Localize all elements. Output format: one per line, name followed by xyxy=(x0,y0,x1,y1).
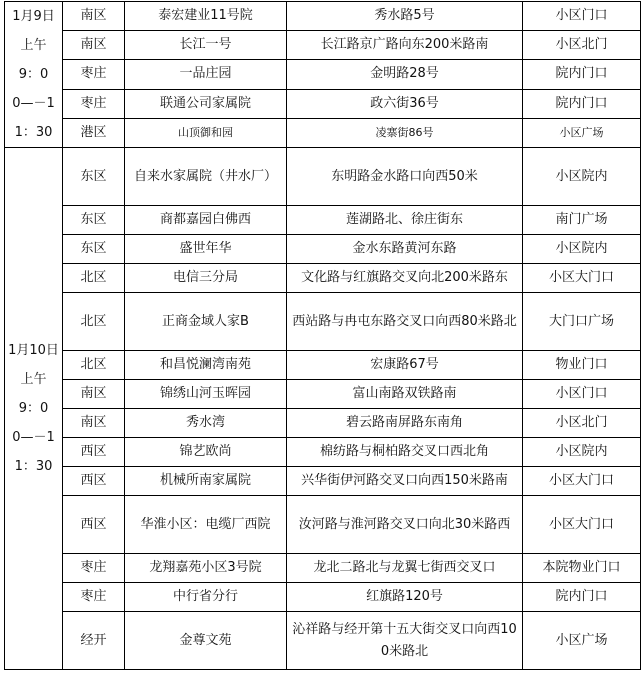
district-cell: 西区 xyxy=(63,438,125,467)
location-spot-cell: 小区门口 xyxy=(523,2,641,31)
address-cell: 政六街36号 xyxy=(287,89,523,118)
address-cell: 汝河路与淮河路交叉口向北30米路西 xyxy=(287,496,523,554)
table-row xyxy=(5,264,641,293)
district-cell: 北区 xyxy=(63,351,125,380)
table-row xyxy=(5,496,641,554)
site-name-cell: 电信三分局 xyxy=(125,264,287,293)
address-cell: 长江路京广路向东200米路南 xyxy=(287,31,523,60)
district-cell: 东区 xyxy=(63,148,125,206)
table-row xyxy=(5,2,641,31)
location-spot-cell: 物业门口 xyxy=(523,351,641,380)
location-spot-cell: 小区广场 xyxy=(523,612,641,670)
time-slot-cell xyxy=(5,148,63,670)
time-slot-line: 1：30 xyxy=(14,459,53,474)
schedule-table xyxy=(4,1,641,670)
table-row xyxy=(5,583,641,612)
district-cell: 南区 xyxy=(63,2,125,31)
district-cell: 东区 xyxy=(63,206,125,235)
address-cell: 金水东路黄河东路 xyxy=(287,235,523,264)
site-name-cell: 山顶御和园 xyxy=(125,118,287,147)
time-slot-cell xyxy=(5,2,63,148)
location-spot-cell: 南门广场 xyxy=(523,206,641,235)
district-cell: 枣庄 xyxy=(63,583,125,612)
district-cell: 枣庄 xyxy=(63,554,125,583)
address-cell: 棉纺路与桐柏路交叉口西北角 xyxy=(287,438,523,467)
site-name-cell: 盛世年华 xyxy=(125,235,287,264)
location-spot-cell: 小区院内 xyxy=(523,438,641,467)
site-name-cell: 金尊文苑 xyxy=(125,612,287,670)
district-cell: 西区 xyxy=(63,467,125,496)
district-cell: 枣庄 xyxy=(63,89,125,118)
site-name-cell: 一品庄园 xyxy=(125,60,287,89)
site-name-cell: 机械所南家属院 xyxy=(125,467,287,496)
site-name-cell: 和昌悦澜湾南苑 xyxy=(125,351,287,380)
address-cell: 兴华街伊河路交叉口向西150米路南 xyxy=(287,467,523,496)
address-cell: 秀水路5号 xyxy=(287,2,523,31)
address-cell: 东明路金水路口向西50米 xyxy=(287,148,523,206)
schedule-table-body xyxy=(5,2,641,670)
table-row xyxy=(5,409,641,438)
table-row xyxy=(5,235,641,264)
location-spot-cell: 小区院内 xyxy=(523,148,641,206)
district-cell: 西区 xyxy=(63,496,125,554)
location-spot-cell: 小区北门 xyxy=(523,409,641,438)
table-row xyxy=(5,293,641,351)
table-row xyxy=(5,118,641,147)
district-cell: 南区 xyxy=(63,380,125,409)
address-cell: 沁祥路与经开第十五大街交叉口向西100米路北 xyxy=(287,612,523,670)
site-name-cell: 联通公司家属院 xyxy=(125,89,287,118)
table-row xyxy=(5,60,641,89)
location-spot-cell: 小区大门口 xyxy=(523,496,641,554)
site-name-cell: 龙翔嘉苑小区3号院 xyxy=(125,554,287,583)
table-row xyxy=(5,351,641,380)
time-slot-line: 0—－1 xyxy=(12,430,55,445)
location-spot-cell: 小区门口 xyxy=(523,380,641,409)
address-cell: 文化路与红旗路交叉向北200米路东 xyxy=(287,264,523,293)
table-row xyxy=(5,467,641,496)
district-cell: 东区 xyxy=(63,235,125,264)
location-spot-cell: 本院物业门口 xyxy=(523,554,641,583)
time-slot-line: 9：0 xyxy=(18,401,49,416)
district-cell: 南区 xyxy=(63,409,125,438)
address-cell: 龙北二路北与龙翼七街西交叉口 xyxy=(287,554,523,583)
district-cell: 北区 xyxy=(63,293,125,351)
location-spot-cell: 小区大门口 xyxy=(523,264,641,293)
time-slot-line: 1月10日 xyxy=(8,343,59,358)
location-spot-cell: 院内门口 xyxy=(523,60,641,89)
district-cell: 枣庄 xyxy=(63,60,125,89)
time-slot-line: 0—－1 xyxy=(12,96,55,111)
address-cell: 凌寨街86号 xyxy=(287,118,523,147)
table-row xyxy=(5,31,641,60)
site-name-cell: 正商金域人家B xyxy=(125,293,287,351)
site-name-cell: 长江一号 xyxy=(125,31,287,60)
table-row xyxy=(5,89,641,118)
site-name-cell: 自来水家属院（井水厂） xyxy=(125,148,287,206)
table-row xyxy=(5,148,641,206)
time-slot-line: 上午 xyxy=(20,38,47,53)
district-cell: 北区 xyxy=(63,264,125,293)
site-name-cell: 华淮小区：电缆厂西院 xyxy=(125,496,287,554)
address-cell: 宏康路67号 xyxy=(287,351,523,380)
location-spot-cell: 小区北门 xyxy=(523,31,641,60)
district-cell: 经开 xyxy=(63,612,125,670)
location-spot-cell: 大门口广场 xyxy=(523,293,641,351)
location-spot-cell: 小区广场 xyxy=(523,118,641,147)
site-name-cell: 中行省分行 xyxy=(125,583,287,612)
table-row xyxy=(5,554,641,583)
site-name-cell: 锦绣山河玉晖园 xyxy=(125,380,287,409)
address-cell: 莲湖路北、徐庄街东 xyxy=(287,206,523,235)
table-row xyxy=(5,380,641,409)
site-name-cell: 商都嘉园白佛西 xyxy=(125,206,287,235)
location-spot-cell: 院内门口 xyxy=(523,583,641,612)
address-cell: 红旗路120号 xyxy=(287,583,523,612)
address-cell: 西站路与冉屯东路交叉口向西80米路北 xyxy=(287,293,523,351)
site-name-cell: 泰宏建业11号院 xyxy=(125,2,287,31)
time-slot-line: 上午 xyxy=(20,372,47,387)
address-cell: 金明路28号 xyxy=(287,60,523,89)
site-name-cell: 秀水湾 xyxy=(125,409,287,438)
time-slot-line: 1：30 xyxy=(14,125,53,140)
table-row xyxy=(5,438,641,467)
time-slot-line: 9：0 xyxy=(18,67,49,82)
district-cell: 港区 xyxy=(63,118,125,147)
table-row xyxy=(5,612,641,670)
address-cell: 富山南路双铁路南 xyxy=(287,380,523,409)
location-spot-cell: 院内门口 xyxy=(523,89,641,118)
site-name-cell: 锦艺欧尚 xyxy=(125,438,287,467)
time-slot-line: 1月9日 xyxy=(12,9,55,24)
district-cell: 南区 xyxy=(63,31,125,60)
address-cell: 碧云路南屏路东南角 xyxy=(287,409,523,438)
location-spot-cell: 小区大门口 xyxy=(523,467,641,496)
table-row xyxy=(5,206,641,235)
location-spot-cell: 小区院内 xyxy=(523,235,641,264)
